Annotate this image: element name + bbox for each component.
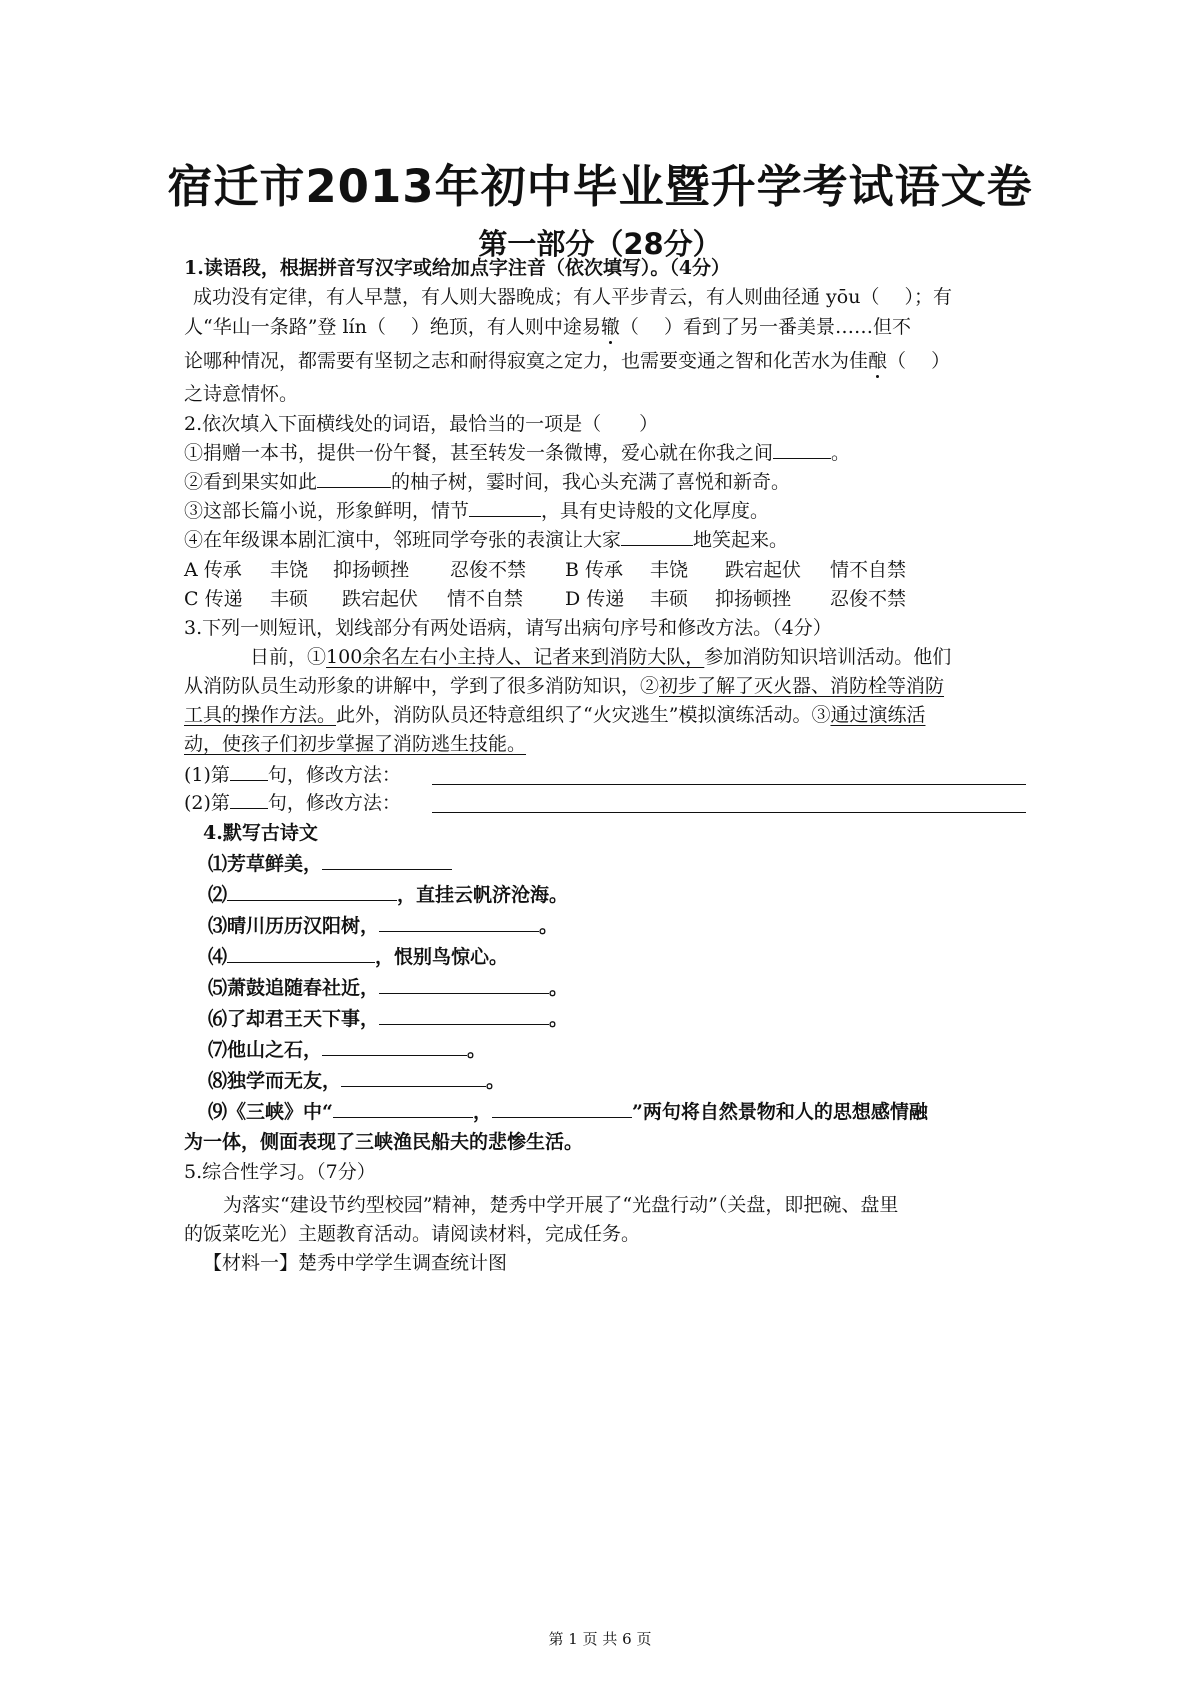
q2-option-d: 丰硕 [650, 588, 689, 610]
q2-option-c: 情不自禁 [447, 588, 524, 610]
q2-option-d: D 传递 [565, 588, 625, 610]
q1-stem: 1.读语段，根据拼音写汉字或给加点字注音（依次填写）。（4分） [184, 257, 731, 279]
q1-line: 论哪种情况，都需要有坚韧之志和耐得寂寞之定力，也需要变通之智和化苦水为佳酿（ ） [184, 350, 951, 372]
q2-sentence: ①捐赠一本书，提供一份午餐，甚至转发一条微博，爱心就在你我之间 。 [184, 442, 851, 464]
answer-blank[interactable] [432, 784, 1026, 785]
q2-option-d: 抑扬顿挫 [715, 588, 792, 610]
q5-paragraph: 的饭菜吃光）主题教育活动。请阅读材料，完成任务。 [184, 1223, 641, 1245]
q4-item: ⑵ ，直挂云帆济沧海。 [208, 884, 569, 906]
q2-option-c: 跌宕起伏 [342, 588, 419, 610]
q2-sentence: ④在年级课本剧汇演中，邻班同学夸张的表演让大家 地笑起来。 [184, 529, 789, 551]
q4-item: ⑶晴川历历汉阳树， 。 [208, 915, 559, 937]
q1-line: 人“华山一条路”登 lín（ ）绝顶，有人则中途易辙（ ）看到了另一番美景……但不 [184, 316, 911, 338]
q4-item: ⑷ ，恨别鸟惊心。 [208, 946, 509, 968]
q4-item: ⑺他山之石， 。 [208, 1039, 487, 1061]
q3-passage: 从消防队员生动形象的讲解中，学到了很多消防知识，②初步了解了灭火器、消防栓等消防 [184, 675, 945, 697]
q2-stem: 2.依次填入下面横线处的词语，最恰当的一项是（ ） [184, 413, 659, 435]
q4-item: ⑻独学而无友， 。 [208, 1070, 506, 1092]
q2-option-c: C 传递 [184, 588, 243, 610]
q3-answer-line: (1)第 句，修改方法： [184, 764, 401, 786]
q2-option-a: 抑扬顿挫 [333, 559, 410, 581]
q1-line: 之诗意情怀。 [184, 383, 299, 405]
q4-item: ⑴芳草鲜美， [208, 851, 1054, 877]
q3-passage: 日前，①100余名左右小主持人、记者来到消防大队，参加消防知识培训活动。他们 [250, 646, 952, 668]
q2-option-a: A 传承 [184, 559, 242, 581]
q2-option-b: B 传承 [565, 559, 624, 581]
q4-item: ⑼《三峡》中“ ， ”两句将自然景物和人的思想感情融 [208, 1101, 928, 1123]
q3-passage: 动，使孩子们初步掌握了消防逃生技能。 [184, 733, 527, 755]
part-title: 第一部分（28分） [478, 227, 722, 261]
q5-stem: 5.综合性学习。（7分） [184, 1161, 376, 1183]
q2-option-a: 丰饶 [270, 559, 309, 581]
q1-line: 成功没有定律，有人早慧，有人则大器晚成；有人平步青云，有人则曲径通 yōu（ ）；有 [193, 286, 952, 308]
q4-item: ⑹了却君王天下事， 。 [208, 1008, 569, 1030]
dotted-char: 辙 [600, 316, 620, 338]
q2-option-b: 丰饶 [650, 559, 689, 581]
q3-passage: 工具的操作方法。此外，消防队员还特意组织了“火灾逃生”模拟演练活动。③通过演练活 [184, 704, 926, 726]
q4-item: ⑸萧鼓追随春社近， 。 [208, 977, 569, 999]
answer-blank[interactable] [432, 812, 1026, 813]
q2-option-c: 丰硕 [270, 588, 309, 610]
q2-option-b: 跌宕起伏 [725, 559, 802, 581]
q2-option-b: 情不自禁 [830, 559, 907, 581]
q2-sentence: ③这部长篇小说，形象鲜明，情节 ，具有史诗般的文化厚度。 [184, 500, 770, 522]
q3-stem: 3.下列一则短讯，划线部分有两处语病，请写出病句序号和修改方法。（4分） [184, 617, 832, 639]
q2-option-a: 忍俊不禁 [450, 559, 527, 581]
page-footer: 第 1 页 共 6 页 [548, 1630, 652, 1648]
exam-title: 宿迁市2013年初中毕业暨升学考试语文卷 [167, 160, 1033, 213]
q4-stem: 4.默写古诗文 [203, 822, 318, 844]
q4-item: 为一体，侧面表现了三峡渔民船夫的悲惨生活。 [184, 1131, 584, 1153]
dotted-char: 酿 [868, 350, 888, 372]
q3-answer-line: (2)第 句，修改方法： [184, 792, 401, 814]
q5-paragraph: 为落实“建设节约型校园”精神，楚秀中学开展了“光盘行动”（关盘，即把碗、盘里 [223, 1194, 899, 1216]
q2-option-d: 忍俊不禁 [830, 588, 907, 610]
q2-sentence: ②看到果实如此 的柚子树，霎时间，我心头充满了喜悦和新奇。 [184, 471, 791, 493]
q5-material-title: 【材料一】楚秀中学学生调查统计图 [203, 1252, 508, 1274]
